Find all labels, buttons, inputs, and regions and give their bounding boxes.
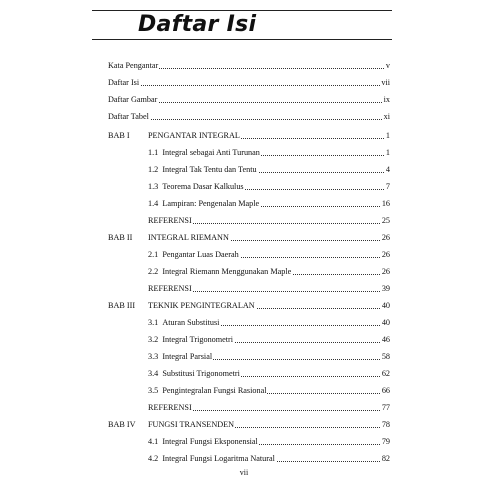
entry-label: Daftar Tabel	[108, 112, 149, 121]
toc-chapter-entry	[108, 300, 390, 312]
section-title: Integral Fungsi Logaritma Natural	[162, 454, 275, 463]
section-title: Integral Tak Tentu dan Tentu	[162, 165, 257, 174]
chapter-title: PENGANTAR INTEGRAL	[148, 131, 240, 140]
entry-label: Kata Pengantar	[108, 61, 159, 70]
section-entry-label	[148, 385, 267, 397]
page-number: 40	[381, 318, 390, 327]
section-entry-label	[148, 436, 259, 448]
section-title: Integral Parsial	[162, 352, 213, 361]
page-number: 26	[381, 250, 390, 259]
section-number: 3.4	[148, 369, 159, 378]
page-number: 26	[381, 233, 390, 242]
page-number: 46	[381, 335, 390, 344]
chapter-title: INTEGRAL RIEMANN	[148, 233, 229, 242]
page-number: xi	[383, 112, 390, 121]
title-rule-top	[92, 10, 392, 11]
toc-section-entry	[108, 266, 390, 278]
toc-section-entry	[108, 453, 390, 465]
toc-front-entry	[108, 94, 390, 106]
page-title: Daftar Isi	[138, 12, 257, 37]
page-number: vii	[381, 78, 390, 87]
section-number: 4.1	[148, 437, 159, 446]
page-number: 62	[381, 369, 390, 378]
toc-section-entry	[108, 317, 390, 329]
page-number: 66	[381, 386, 390, 395]
page-number: 39	[381, 284, 390, 293]
toc-section-entry	[108, 351, 390, 363]
page-number: 79	[381, 437, 390, 446]
toc-chapter-entry	[108, 130, 390, 142]
toc-section-entry	[108, 164, 390, 176]
section-title: Integral Trigonometri	[162, 335, 234, 344]
toc-section-entry	[108, 385, 390, 397]
toc-section-entry	[108, 198, 390, 210]
page-number: 26	[381, 267, 390, 276]
title-rule-bottom	[92, 39, 392, 40]
chapter-code: BAB II	[108, 233, 133, 242]
reference-label: REFERENSI	[148, 403, 192, 412]
section-entry-label	[148, 147, 261, 159]
toc-reference-entry	[108, 402, 390, 414]
section-entry-label	[148, 164, 258, 176]
section-title: Lampiran: Pengenalan Maple	[162, 199, 260, 208]
section-number: 1.4	[148, 199, 159, 208]
section-number: 2.1	[148, 250, 159, 259]
section-title: Pengantar Luas Daerah	[162, 250, 239, 259]
entry-label: Daftar Gambar	[108, 95, 158, 104]
chapter-title: TEKNIK PENGINTEGRALAN	[148, 301, 255, 310]
section-number: 3.1	[148, 318, 159, 327]
page-number: 82	[381, 454, 390, 463]
dot-leader	[108, 119, 390, 120]
toc-reference-entry	[108, 215, 390, 227]
page-number: v	[385, 61, 390, 70]
toc-section-entry	[108, 147, 390, 159]
section-entry-label	[148, 317, 220, 329]
toc-section-entry	[108, 181, 390, 193]
entry-label: Daftar Isi	[108, 78, 140, 87]
chapter-code: BAB I	[108, 131, 130, 140]
section-number: 3.5	[148, 386, 159, 395]
section-number: 1.2	[148, 165, 159, 174]
toc-section-entry	[108, 368, 390, 380]
section-entry-label	[148, 181, 245, 193]
toc-reference-entry	[108, 283, 390, 295]
dot-leader	[108, 85, 390, 86]
section-title: Integral Riemann Menggunakan Maple	[162, 267, 292, 276]
page-number: 25	[381, 216, 390, 225]
toc-section-entry	[108, 334, 390, 346]
reference-label: REFERENSI	[148, 284, 192, 293]
section-number: 1.1	[148, 148, 159, 157]
section-entry-label	[148, 266, 292, 278]
chapter-code: BAB IV	[108, 420, 136, 429]
reference-label: REFERENSI	[148, 216, 192, 225]
toc-front-entry	[108, 60, 390, 72]
toc-chapter-entry	[108, 232, 390, 244]
page-number: 4	[385, 165, 390, 174]
section-entry-label	[148, 351, 213, 363]
section-entry-label	[148, 198, 260, 210]
section-entry-label	[148, 334, 234, 346]
section-title: Aturan Substitusi	[162, 318, 220, 327]
page-number: 7	[385, 182, 390, 191]
toc-chapter-entry	[108, 419, 390, 431]
section-title: Substitusi Trigonometri	[162, 369, 240, 378]
chapter-title: FUNGSI TRANSENDEN	[148, 420, 235, 429]
page-number: 77	[381, 403, 390, 412]
page-number: 1	[385, 148, 390, 157]
section-number: 1.3	[148, 182, 159, 191]
page-number-footer: vii	[239, 468, 249, 477]
page-number: 78	[381, 420, 390, 429]
section-title: Integral Fungsi Eksponensial	[162, 437, 258, 446]
page-number: 58	[381, 352, 390, 361]
section-title: Integral sebagai Anti Turunan	[162, 148, 260, 157]
page-number: ix	[383, 95, 390, 104]
section-entry-label	[148, 249, 240, 261]
section-number: 3.2	[148, 335, 159, 344]
section-title: Teorema Dasar Kalkulus	[162, 182, 244, 191]
toc-front-entry	[108, 77, 390, 89]
section-entry-label	[148, 453, 276, 465]
title-block	[92, 8, 392, 40]
toc-section-entry	[108, 249, 390, 261]
section-entry-label	[148, 368, 241, 380]
page-number: 16	[381, 199, 390, 208]
chapter-code: BAB III	[108, 301, 136, 310]
section-number: 3.3	[148, 352, 159, 361]
toc-section-entry	[108, 436, 390, 448]
section-number: 4.2	[148, 454, 159, 463]
section-title: Pengintegralan Fungsi Rasional	[162, 386, 267, 395]
section-number: 2.2	[148, 267, 159, 276]
toc-front-entry	[108, 111, 390, 123]
page-number: 40	[381, 301, 390, 310]
page-number: 1	[385, 131, 390, 140]
